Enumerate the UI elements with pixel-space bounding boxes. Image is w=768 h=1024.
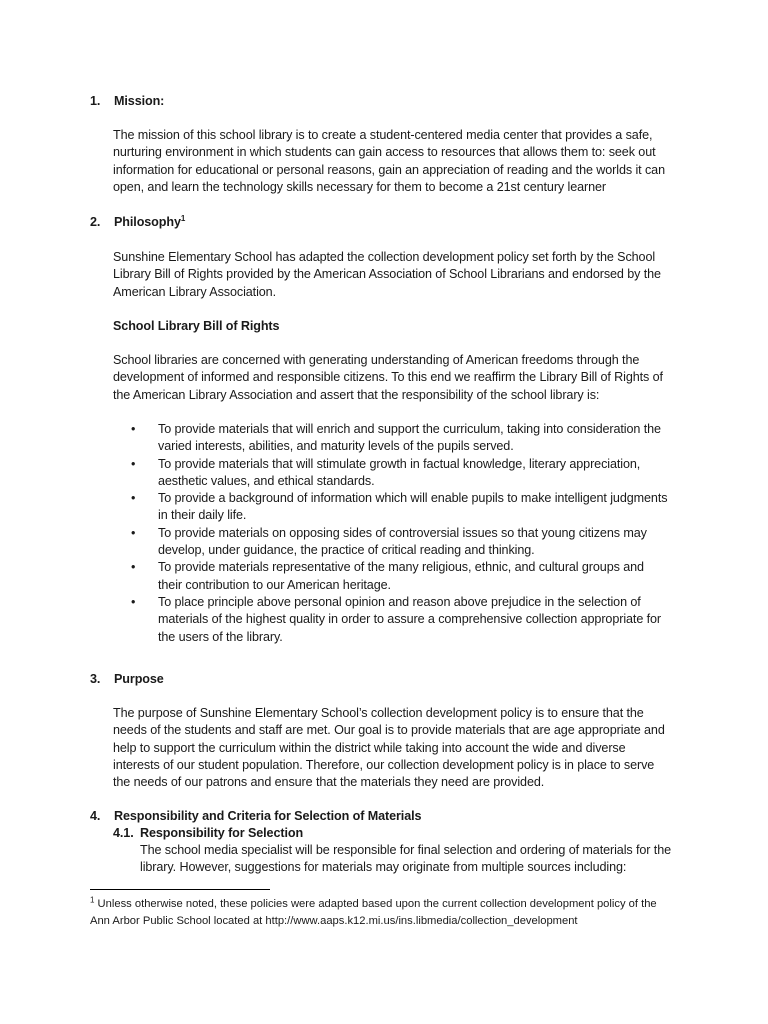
philosophy-paragraph <box>113 249 673 301</box>
purpose-paragraph <box>113 705 673 791</box>
list-item <box>131 525 671 560</box>
mission-paragraph <box>113 127 673 196</box>
footnote-mark: 1 <box>90 895 95 905</box>
list-item <box>131 559 671 594</box>
responsibility-heading <box>90 808 421 825</box>
list-item-text: To place principle above personal opinion and reason above prejudice in the selection of materials of the highest quality in order to assure a comprehensive collection appropriate for the users of the library. <box>158 594 662 644</box>
section-number: 3. <box>90 672 101 686</box>
purpose-text: The purpose of Sunshine Elementary School’s collection development policy is to ensure that the needs of the students and staff are met. Our goal is to provide materials that are age appropriate and help to support the curriculum within the district while taking into account the wide and diverse interests of our student population. Therefore, our collection development policy is in place to serve the needs of our patrons and ensure that the materials they need are provided. <box>113 706 665 790</box>
mission-text: The mission of this school library is to create a student-centered media center that provides a safe, nurturing environment in which students can gain access to resources that allows them to: seek out information for educational or personal reasons, gain an appreciation of reading and the worlds it can open, and learn the technology skills necessary for them to become a 21st century learner <box>113 128 665 194</box>
bullet-icon: • <box>131 422 136 436</box>
footnote-divider <box>90 889 270 890</box>
list-item-text: To provide materials that will stimulate growth in factual knowledge, literary appreciation, aesthetic values, and ethical standards. <box>158 456 641 488</box>
bill-of-rights-intro <box>113 352 673 404</box>
mission-heading <box>90 93 164 110</box>
section-title: Responsibility and Criteria for Selection of Materials <box>114 809 422 823</box>
bullet-icon: • <box>131 525 136 540</box>
section-title <box>114 214 185 231</box>
section-number: 2. <box>90 215 101 229</box>
subsection-number: 4.1. <box>113 826 134 840</box>
list-item-text: To provide materials on opposing sides of controversial issues so that young citizens may develop, under guidance, the practice of critical reading and thinking. <box>158 525 647 558</box>
bullet-icon: • <box>131 560 136 575</box>
list-item-text: To provide materials that will enrich and support the curriculum, taking into consideration the varied interests, abilities, and maturity levels of the pupils served. <box>158 422 661 454</box>
bullet-icon: • <box>131 456 136 471</box>
section-number: 1. <box>90 94 101 108</box>
footnote-reference[interactable]: 1 <box>180 213 186 223</box>
section-title: Purpose <box>114 672 164 686</box>
footnote <box>90 896 670 930</box>
philosophy-title-text: Philosophy <box>114 215 181 229</box>
intro-text: School libraries are concerned with generating understanding of American freedoms through the development of informed and responsible citizens. To this end we reaffirm the Library Bill of Rights of the American Library Association and assert that the responsibility of the school library is: <box>113 353 663 402</box>
list-item <box>131 490 671 525</box>
philosophy-text: Sunshine Elementary School has adapted the collection development policy set forth by the School Library Bill of Rights provided by the American Association of School Librarians and endorsed by the American Library Association. <box>113 250 661 299</box>
list-item <box>131 594 671 646</box>
subsection-title: Responsibility for Selection <box>140 826 304 840</box>
selection-text: The school media specialist will be responsible for final selection and ordering of materials for the library. However, suggestions for materials may originate from multiple sources including: <box>140 843 672 875</box>
bill-of-rights-list <box>131 421 671 646</box>
list-item-text: To provide a background of information which will enable pupils to make intelligent judgments in their daily life. <box>158 491 668 523</box>
section-title: Mission: <box>114 94 165 108</box>
bullet-icon: • <box>131 491 136 506</box>
section-number: 4. <box>90 809 101 823</box>
bill-of-rights-subheading: School Library Bill of Rights <box>113 319 280 333</box>
selection-paragraph <box>140 842 673 877</box>
responsibility-subheading <box>113 825 303 842</box>
footnote-text: Unless otherwise noted, these policies were adapted based upon the current collection development policy of the Ann Arbor Public School located at http://www.aaps.k12.mi.us/ins.libmedia/collection_development <box>90 898 657 927</box>
list-item <box>131 421 671 456</box>
bullet-icon: • <box>131 594 136 609</box>
philosophy-heading <box>90 214 185 231</box>
purpose-heading <box>90 671 164 688</box>
list-item-text: To provide materials representative of the many religious, ethnic, and cultural groups and their contribution to our American heritage. <box>158 560 644 592</box>
list-item <box>131 456 671 491</box>
